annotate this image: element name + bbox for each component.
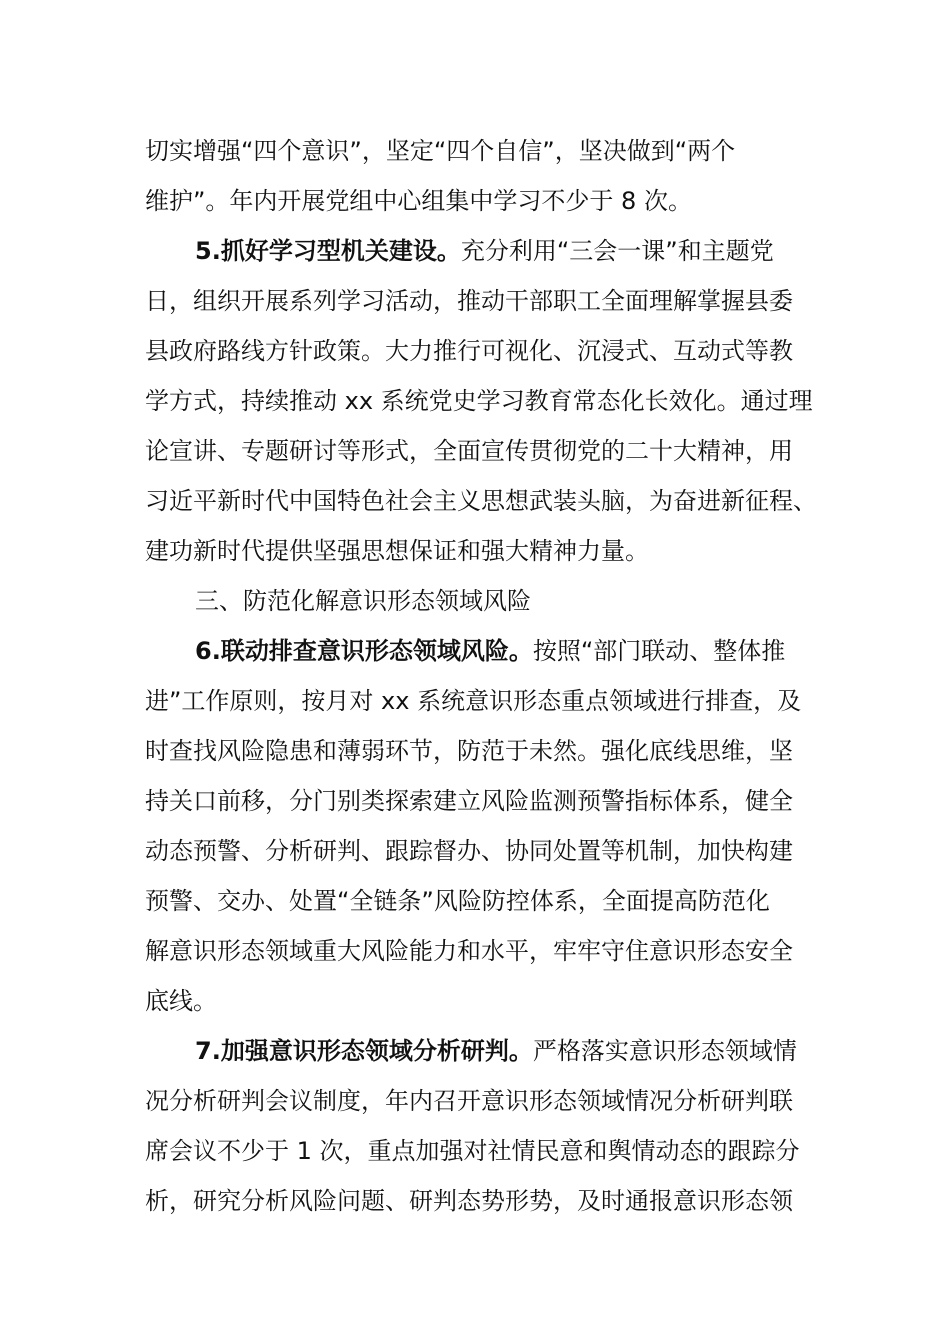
text-line-content: 严格落实意识形态领域情: [532, 1037, 797, 1065]
text-line-content: 维护”。年内开展党组中心组集中学习不少于 8 次。: [145, 187, 692, 215]
text-line-content: 况分析研判会议制度，年内召开意识形态领域情况分析研判联: [145, 1087, 793, 1115]
text-line: [145, 886, 770, 916]
text-line: [145, 186, 692, 216]
text-line: [145, 286, 793, 316]
text-line-content: 习近平新时代中国特色社会主义思想武装头脑，为奋进新征程、: [145, 487, 817, 515]
text-line: [145, 686, 801, 716]
text-line-content: 席会议不少于 1 次，重点加强对社情民意和舆情动态的跟踪分: [145, 1137, 800, 1165]
paragraph-5-heading: 5.抓好学习型机关建设。: [195, 237, 461, 265]
text-line-content: 按照“部门联动、整体推: [532, 637, 786, 665]
text-line: [145, 536, 649, 566]
text-line-content: 时查找风险隐患和薄弱环节，防范于未然。强化底线思维，坚: [145, 737, 793, 765]
text-line-content: 充分利用“三会一课”和主题党: [460, 237, 774, 265]
text-line: [145, 786, 793, 816]
paragraph-7-first-line: [195, 1036, 797, 1066]
text-line-content: 动态预警、分析研判、跟踪督办、协同处置等机制，加快构建: [145, 837, 793, 865]
text-line-content: 底线。: [145, 987, 217, 1015]
section-heading-text: 三、防范化解意识形态领域风险: [195, 587, 531, 615]
text-line-content: 解意识形态领域重大风险能力和水平，牢牢守住意识形态安全: [145, 937, 793, 965]
text-line-content: 切实增强“四个意识”，坚定“四个自信”，坚决做到“两个: [145, 137, 736, 165]
text-line-content: 县政府路线方针政策。大力推行可视化、沉浸式、互动式等教: [145, 337, 793, 365]
text-line-content: 日，组织开展系列学习活动，推动干部职工全面理解掌握县委: [145, 287, 793, 315]
text-line: [145, 136, 735, 166]
text-line: [145, 986, 217, 1016]
text-line: [145, 1136, 800, 1166]
paragraph-5-first-line: [195, 236, 774, 266]
text-line-content: 进”工作原则，按月对 xx 系统意识形态重点领域进行排查，及: [145, 687, 802, 715]
text-line: [145, 486, 817, 516]
text-line: [145, 386, 813, 416]
text-line: [145, 436, 793, 466]
text-line-content: 析，研究分析风险问题、研判态势形势，及时通报意识形态领: [145, 1187, 793, 1215]
text-line-content: 持关口前移，分门别类探索建立风险监测预警指标体系，健全: [145, 787, 793, 815]
text-line: [145, 936, 793, 966]
text-line-content: 预警、交办、处置“全链条”风险防控体系，全面提高防范化: [145, 887, 770, 915]
text-line: [145, 1186, 793, 1216]
section-heading: [195, 586, 531, 616]
text-line: [145, 336, 793, 366]
text-line-content: 学方式，持续推动 xx 系统党史学习教育常态化长效化。通过理: [145, 387, 813, 415]
text-line-content: 论宣讲、专题研讨等形式，全面宣传贯彻党的二十大精神，用: [145, 437, 793, 465]
text-line: [145, 1086, 793, 1116]
paragraph-7-heading: 7.加强意识形态领域分析研判。: [195, 1037, 533, 1065]
text-line-content: 建功新时代提供坚强思想保证和强大精神力量。: [145, 537, 649, 565]
text-line: [145, 836, 793, 866]
paragraph-6-first-line: [195, 636, 785, 666]
paragraph-6-heading: 6.联动排查意识形态领域风险。: [195, 637, 533, 665]
text-line: [145, 736, 793, 766]
